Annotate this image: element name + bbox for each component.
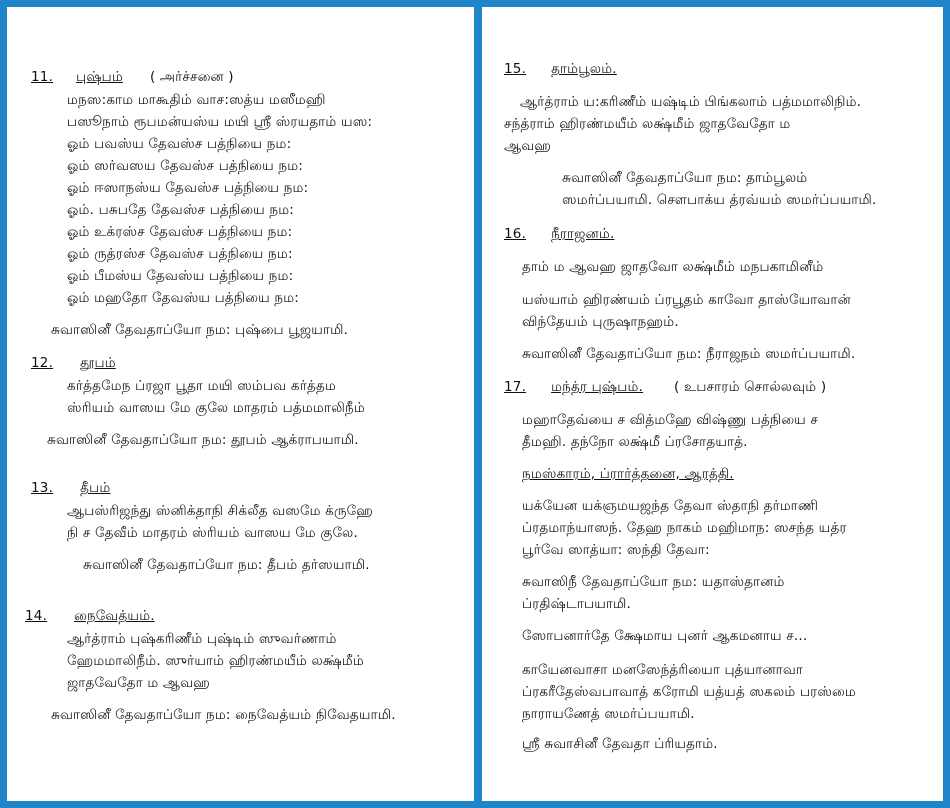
section-15-header bbox=[504, 60, 617, 78]
verse-line: ஜாதவேதோ ம ஆவஹ bbox=[67, 675, 211, 691]
section-title: தீபம் bbox=[80, 480, 111, 496]
verse-line: ஹேமமாலிநீம். ஸுர்யாம் ஹிரண்மயீம் லக்ஷ்மீம் bbox=[67, 653, 364, 669]
verse-line: ப்ரதிஷ்டாபயாமி. bbox=[522, 596, 632, 612]
verse-line: ஸ்ரியம் வாஸய மே குலே மாதரம் பத்மமாலிநீம் bbox=[67, 400, 365, 416]
verse-line: மநஸ:காம மாகூதிம் வாச:ஸத்ய மஸீமஹி bbox=[67, 92, 326, 108]
section-title: நைவேத்யம். bbox=[74, 608, 155, 624]
verse-line: ஓம் பவஸ்ய தேவஸ்ச பத்நியை நம: bbox=[67, 136, 292, 152]
section-17-header bbox=[504, 378, 826, 396]
verse-line: ஓம் பீமஸ்ய தேவஸ்ய பத்நியை நம: bbox=[67, 268, 294, 284]
section-12-header bbox=[31, 354, 116, 372]
verse-line: ப்ரகரீதேஸ்வபாவாத் கரோமி யத்யத் ஸகலம் பரஸ்மை bbox=[522, 684, 856, 700]
section-title: தூபம் bbox=[80, 355, 116, 371]
verse-line: சுவாஸிநீ தேவதாப்யோ நம: யதாஸ்தானம் bbox=[522, 574, 785, 590]
closing-line: ஸ்ரீ சுவாசினீ தேவதா ப்ரியதாம். bbox=[522, 736, 718, 752]
verse-line: விந்தேயம் புருஷாநஹம். bbox=[522, 314, 679, 330]
section-11-header bbox=[31, 68, 234, 86]
section-number: 14. bbox=[25, 608, 48, 624]
verse-line: ஓம் ருத்ரஸ்ச தேவஸ்ச பத்நியை நம: bbox=[67, 246, 293, 262]
verse-line: நாராயணேத் ஸமர்ப்பயாமி. bbox=[522, 706, 695, 722]
section-number: 11. bbox=[31, 69, 54, 85]
section-number: 13. bbox=[31, 480, 54, 496]
verse-line: கர்த்தமேந ப்ரஜா பூதா மயி ஸம்பவ கர்த்தம bbox=[67, 378, 337, 394]
closing-line: சுவாஸினீ தேவதாப்யோ நம: புஷ்பை பூஜயாமி. bbox=[51, 322, 349, 338]
section-title: புஷ்பம் bbox=[76, 69, 123, 85]
verse-line: ஆவஹ bbox=[504, 138, 552, 154]
verse-line: தீமஹி. தந்நோ லக்ஷ்மீ ப்ரசோதயாத். bbox=[522, 434, 748, 450]
verse-line: ஓம் ஈஸாநஸ்ய தேவஸ்ச பத்நியை நம: bbox=[67, 180, 309, 196]
section-title: தாம்பூலம். bbox=[551, 61, 617, 77]
verse-line: ஆர்த்ராம் ய:கரிணீம் யஷ்டிம் பிங்கலாம் பத்மமாலிநிம். bbox=[520, 94, 862, 110]
verse-line: பஸூநாம் ரூபமன்யஸ்ய மயி ஸ்ரீ ஸ்ரயதாம் யஸ: bbox=[67, 114, 373, 130]
verse-line: தாம் ம ஆவஹ ஜாதவோ லக்ஷ்மீம் மநபகாமினீம் bbox=[522, 259, 824, 275]
right-page bbox=[482, 7, 943, 801]
verse-line: ஸோபனார்தே க்ஷேமாய புனர் ஆகமனாய ச... bbox=[522, 628, 808, 644]
section-number: 15. bbox=[504, 61, 527, 77]
verse-line: ஓம் உக்ரஸ்ச தேவஸ்ச பத்நியை நம: bbox=[67, 224, 293, 240]
verse-line: யக்யேன யக்ஞமயஜந்த தேவா ஸ்தாநி தர்மாணி bbox=[522, 498, 819, 514]
verse-line: யஸ்யாம் ஹிரண்யம் ப்ரபூதம் காவோ தாஸ்யோவான் bbox=[522, 292, 851, 308]
section-note: ( உபசாரம் சொல்லவும் ) bbox=[674, 379, 827, 395]
closing-line: சுவாஸினீ தேவதாப்யோ நம: தூபம் ஆக்ராபயாமி. bbox=[47, 432, 359, 448]
closing-line: சுவாஸினீ தேவதாப்யோ நம: தீபம் தர்ஸயாமி. bbox=[83, 557, 370, 573]
section-14-header bbox=[25, 607, 155, 625]
closing-line: சுவாஸினீ தேவதாப்யோ நம: நைவேத்யம் நிவேதயாமி. bbox=[51, 707, 396, 723]
section-number: 16. bbox=[504, 226, 527, 242]
closing-line: ஸமர்ப்பயாமி. சௌபாக்ய த்ரவ்யம் ஸமர்ப்பயாமி. bbox=[562, 192, 877, 208]
verse-line: பூர்வே ஸாத்யா: ஸந்தி தேவா: bbox=[522, 542, 710, 558]
verse-line: ப்ரதமாந்யாஸந். தேஹ நாகம் மஹிமாந: ஸசந்த யத்ர bbox=[522, 520, 847, 536]
section-13-header bbox=[31, 479, 110, 497]
closing-line: சுவாஸினீ தேவதாப்யோ நம: நீராஜநம் ஸமர்ப்பயாமி. bbox=[522, 346, 856, 362]
verse-line: சந்த்ராம் ஹிரண்மயீம் லக்ஷ்மீம் ஜாதவேதோ ம bbox=[504, 116, 791, 132]
closing-line: சுவாஸினீ தேவதாப்யோ நம: தாம்பூலம் bbox=[562, 170, 808, 186]
verse-line: மஹாதேவ்யை ச வித்மஹே விஷ்ணு பத்நியை ச bbox=[522, 412, 819, 428]
verse-line: ஓம் ஸர்வஸய தேவஸ்ச பத்நியை நம: bbox=[67, 158, 304, 174]
section-number: 12. bbox=[31, 355, 54, 371]
section-title: நீராஜனம். bbox=[551, 226, 615, 242]
section-title: மந்த்ர புஷ்பம். bbox=[551, 379, 644, 395]
section-number: 17. bbox=[504, 379, 527, 395]
verse-line: ஓம். பசுபதே தேவஸ்ச பத்நியை நம: bbox=[67, 202, 295, 218]
left-page bbox=[7, 7, 474, 801]
verse-line: நி ச தேவீம் மாதரம் ஸ்ரியம் வாஸய மே குலே. bbox=[67, 525, 358, 541]
verse-line: ஆர்த்ராம் புஷ்கரிணீம் புஷ்டிம் ஸுவர்ணாம் bbox=[67, 631, 337, 647]
verse-line: காயேனவாசா மனஸேந்த்ரியைா புத்யானாவா bbox=[522, 662, 804, 678]
section-16-header bbox=[504, 225, 614, 243]
verse-line: ஆபஸ்ரிஜந்து ஸ்னிக்தாநி சிக்லீத வஸமே க்ருஹே bbox=[67, 503, 374, 519]
section-subtitle: நமஸ்காரம், ப்ரார்த்தனை, ஆரத்தி. bbox=[522, 466, 734, 482]
verse-line: ஓம் மஹதோ தேவஸ்ய பத்நியை நம: bbox=[67, 290, 300, 306]
section-note: ( அர்ச்சனை ) bbox=[149, 69, 234, 85]
